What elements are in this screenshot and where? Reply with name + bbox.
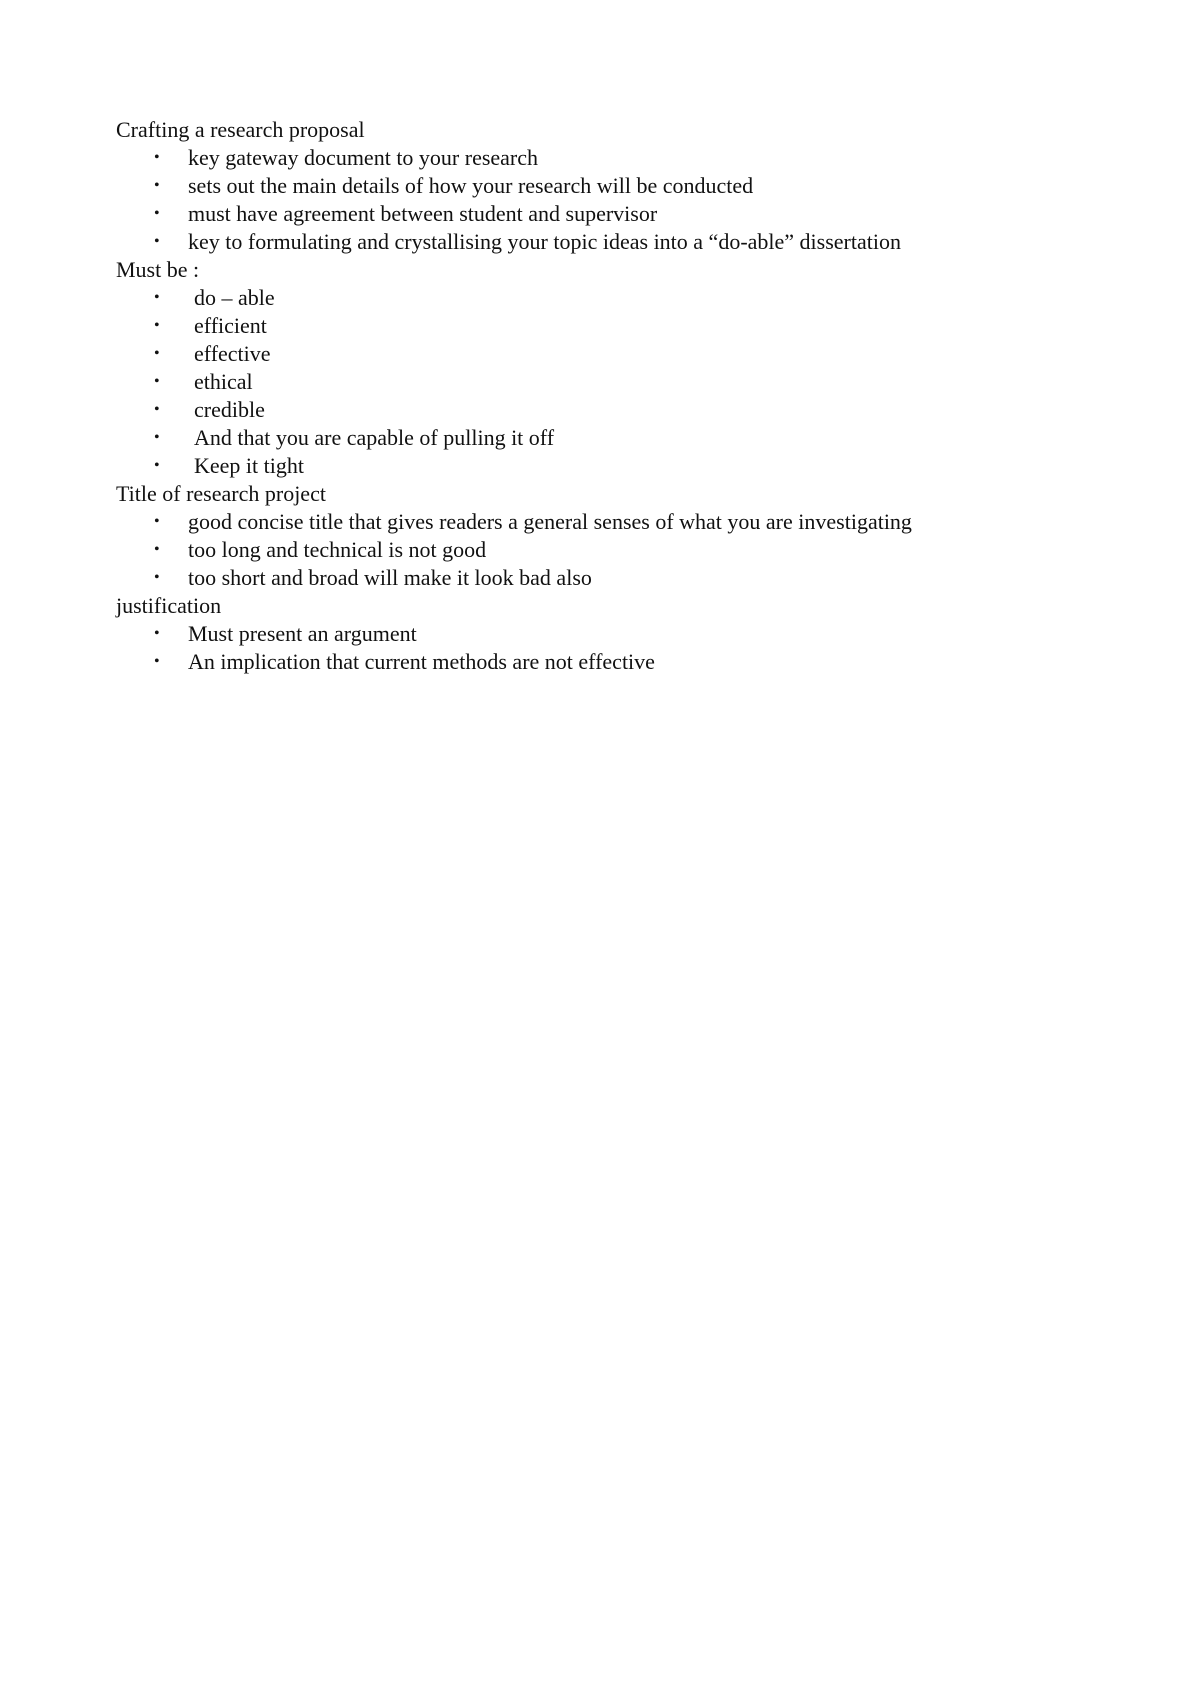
bullet-icon: • — [154, 177, 160, 194]
bullet-list — [116, 508, 1116, 592]
list-item-text: key gateway document to your research — [188, 145, 539, 170]
section-heading: Must be : — [116, 257, 200, 282]
bullet-icon: • — [154, 541, 160, 558]
bullet-icon: • — [154, 625, 160, 642]
list-item-text: too long and technical is not good — [188, 537, 487, 562]
section-heading: justification — [116, 593, 222, 618]
list-item-text: sets out the main details of how your research will be conducted — [188, 173, 754, 198]
list-item — [116, 508, 1116, 536]
bullet-icon: • — [154, 653, 160, 670]
bullet-icon: • — [154, 513, 160, 530]
list-item — [116, 172, 1116, 200]
list-item — [116, 200, 1116, 228]
list-item — [116, 340, 1116, 368]
list-item — [116, 452, 1116, 480]
bullet-list — [116, 144, 1116, 256]
list-item-text: effective — [194, 341, 271, 366]
list-item — [116, 368, 1116, 396]
list-item-text: ethical — [194, 369, 253, 394]
bullet-icon: • — [154, 401, 160, 418]
section-heading: Crafting a research proposal — [116, 117, 365, 142]
list-item-text: Must present an argument — [188, 621, 417, 646]
list-item-text: too short and broad will make it look bad also — [188, 565, 592, 590]
bullet-list — [116, 620, 1116, 676]
bullet-icon: • — [154, 317, 160, 334]
list-item — [116, 144, 1116, 172]
document-body — [116, 116, 1116, 676]
section-heading: Title of research project — [116, 481, 326, 506]
bullet-icon: • — [154, 149, 160, 166]
bullet-icon: • — [154, 457, 160, 474]
list-item-text: do – able — [194, 285, 275, 310]
list-item — [116, 228, 1116, 256]
list-item — [116, 620, 1116, 648]
bullet-icon: • — [154, 569, 160, 586]
list-item — [116, 424, 1116, 452]
list-item — [116, 312, 1116, 340]
bullet-icon: • — [154, 345, 160, 362]
list-item-text: And that you are capable of pulling it off — [194, 425, 555, 450]
list-item-text: credible — [194, 397, 265, 422]
list-item-text: An implication that current methods are not effective — [188, 649, 655, 674]
bullet-icon: • — [154, 205, 160, 222]
bullet-icon: • — [154, 289, 160, 306]
bullet-list — [116, 284, 1116, 480]
list-item — [116, 648, 1116, 676]
bullet-icon: • — [154, 373, 160, 390]
list-item-text: key to formulating and crystallising your topic ideas into a “do-able” dissertation — [188, 229, 901, 254]
list-item-text: must have agreement between student and supervisor — [188, 201, 658, 226]
list-item-text: good concise title that gives readers a general senses of what you are investigating — [188, 509, 912, 534]
list-item — [116, 396, 1116, 424]
list-item-text: efficient — [194, 313, 267, 338]
list-item-text: Keep it tight — [194, 453, 304, 478]
bullet-icon: • — [154, 233, 160, 250]
bullet-icon: • — [154, 429, 160, 446]
list-item — [116, 564, 1116, 592]
list-item — [116, 284, 1116, 312]
list-item — [116, 536, 1116, 564]
